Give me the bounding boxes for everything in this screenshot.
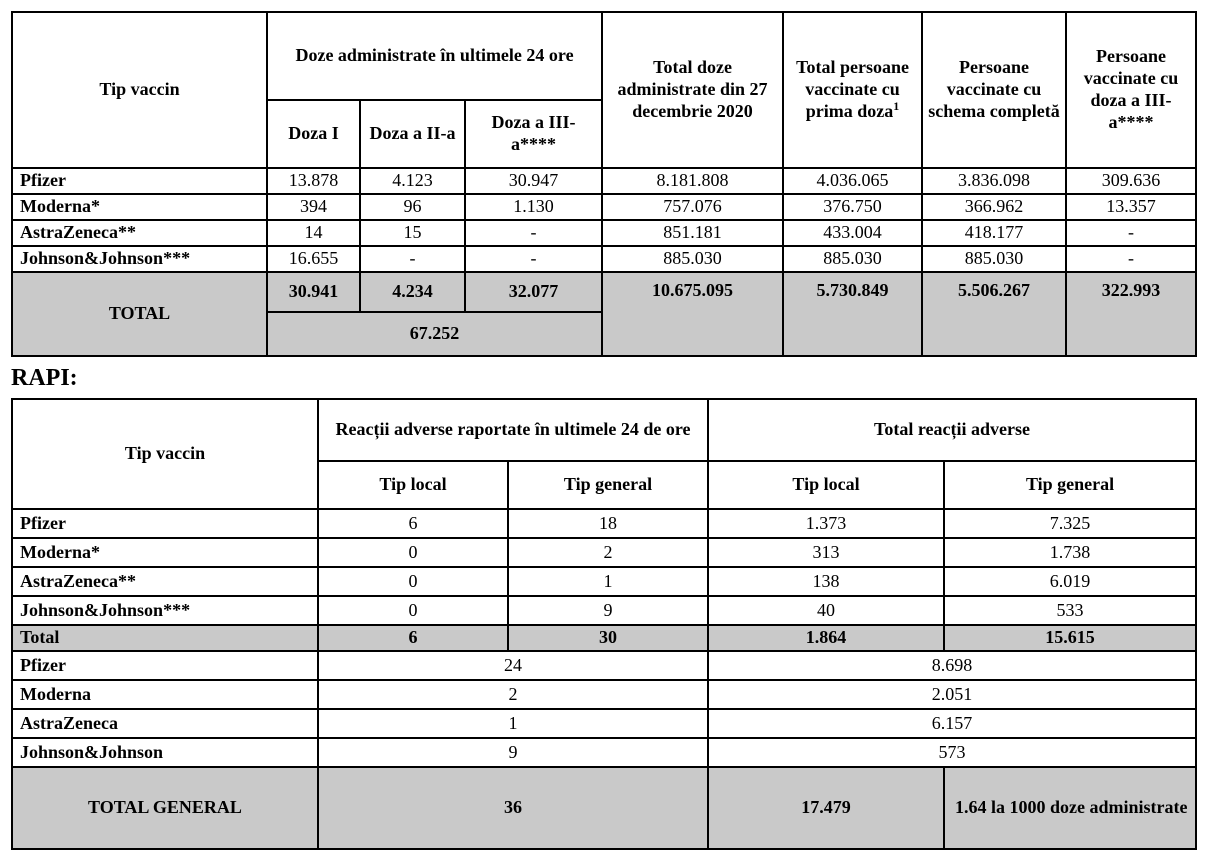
doza3-total-value: 13.357 xyxy=(1066,194,1196,220)
total-label: TOTAL xyxy=(12,272,267,356)
doza3-total-value: - xyxy=(1066,220,1196,246)
total-combined-value: 6.157 xyxy=(708,709,1196,738)
total-doza1-value: 30.941 xyxy=(267,272,360,312)
general-total-value: 533 xyxy=(944,596,1196,625)
header-tip-general-total: Tip general xyxy=(944,461,1196,509)
header-doza-3: Doza a III-a**** xyxy=(465,100,602,168)
last24-combined-value: 9 xyxy=(318,738,708,767)
doses-row-moderna xyxy=(12,194,1196,220)
row-label: Pfizer xyxy=(12,651,318,680)
header-tip-vaccin: Tip vaccin xyxy=(12,12,267,168)
header-tip-general-24: Tip general xyxy=(508,461,708,509)
row-label: AstraZeneca** xyxy=(12,567,318,596)
header-persoane-doza-3: Persoane vaccinate cu doza a III-a**** xyxy=(1066,12,1196,168)
rapi-header-row-1 xyxy=(12,399,1196,461)
rapi-combined-row-pfizer xyxy=(12,651,1196,680)
local-total-value: 313 xyxy=(708,538,944,567)
header-tip-local-24: Tip local xyxy=(318,461,508,509)
rapi-total-row xyxy=(12,625,1196,651)
general24-value: 2 xyxy=(508,538,708,567)
doses-table xyxy=(11,11,1197,357)
total-doze-value: 757.076 xyxy=(602,194,783,220)
local-total-value: 138 xyxy=(708,567,944,596)
row-label: Pfizer xyxy=(12,509,318,538)
schema-value: 418.177 xyxy=(922,220,1066,246)
doza3-total-value: 309.636 xyxy=(1066,168,1196,194)
doza1-value: 13.878 xyxy=(267,168,360,194)
doza1-value: 16.655 xyxy=(267,246,360,272)
doza3-value: - xyxy=(465,220,602,246)
header-total-group: Total reacții adverse xyxy=(708,399,1196,461)
total-doze-value: 8.181.808 xyxy=(602,168,783,194)
last24-combined-value: 24 xyxy=(318,651,708,680)
doses-row-astrazeneca xyxy=(12,220,1196,246)
total-24h-combined-value: 67.252 xyxy=(267,312,602,356)
header-schema-completa: Persoane vaccinate cu schema completă xyxy=(922,12,1066,168)
row-label: Johnson&Johnson*** xyxy=(12,246,267,272)
row-label: Moderna xyxy=(12,680,318,709)
rapi-section-title: RAPI: xyxy=(11,365,78,391)
doza2-value: - xyxy=(360,246,465,272)
prima-doza-value: 376.750 xyxy=(783,194,922,220)
total-combined-value: 573 xyxy=(708,738,1196,767)
general-total-value: 7.325 xyxy=(944,509,1196,538)
doza3-value: - xyxy=(465,246,602,272)
doza3-value: 30.947 xyxy=(465,168,602,194)
total-schema-value: 5.506.267 xyxy=(922,272,1066,356)
local24-value: 0 xyxy=(318,538,508,567)
local24-value: 0 xyxy=(318,567,508,596)
total-combined-value: 8.698 xyxy=(708,651,1196,680)
prima-doza-value: 4.036.065 xyxy=(783,168,922,194)
doza2-value: 4.123 xyxy=(360,168,465,194)
total-general-last24-value: 36 xyxy=(318,767,708,849)
header-doza-2: Doza a II-a xyxy=(360,100,465,168)
rapi-row-astrazeneca xyxy=(12,567,1196,596)
row-label: AstraZeneca xyxy=(12,709,318,738)
row-label: Pfizer xyxy=(12,168,267,194)
prima-doza-value: 885.030 xyxy=(783,246,922,272)
rapi-row-moderna xyxy=(12,538,1196,567)
rapi-total-general-row xyxy=(12,767,1196,849)
header-total-doze: Total doze administrate din 27 decembrie 2020 xyxy=(602,12,783,168)
total-doze-value: 851.181 xyxy=(602,220,783,246)
total-general-total-value: 15.615 xyxy=(944,625,1196,651)
doza1-value: 394 xyxy=(267,194,360,220)
total-doze-total-value: 10.675.095 xyxy=(602,272,783,356)
rapi-table xyxy=(11,398,1197,850)
general24-value: 1 xyxy=(508,567,708,596)
header-doza-1: Doza I xyxy=(267,100,360,168)
doses-header-row-1 xyxy=(12,12,1196,100)
rapi-combined-row-astrazeneca xyxy=(12,709,1196,738)
footnote-marker-1: 1 xyxy=(893,98,900,113)
total-doza2-value: 4.234 xyxy=(360,272,465,312)
schema-value: 3.836.098 xyxy=(922,168,1066,194)
schema-value: 885.030 xyxy=(922,246,1066,272)
row-label: Moderna* xyxy=(12,194,267,220)
last24-combined-value: 2 xyxy=(318,680,708,709)
total-combined-value: 2.051 xyxy=(708,680,1196,709)
local-total-value: 1.373 xyxy=(708,509,944,538)
total-doza3-total-value: 322.993 xyxy=(1066,272,1196,356)
total-doze-value: 885.030 xyxy=(602,246,783,272)
rapi-row-johnson xyxy=(12,596,1196,625)
doza2-value: 96 xyxy=(360,194,465,220)
total-prima-value: 5.730.849 xyxy=(783,272,922,356)
total-local24-value: 6 xyxy=(318,625,508,651)
row-label: Johnson&Johnson xyxy=(12,738,318,767)
doses-row-pfizer xyxy=(12,168,1196,194)
doza2-value: 15 xyxy=(360,220,465,246)
schema-value: 366.962 xyxy=(922,194,1066,220)
total-general-label: TOTAL GENERAL xyxy=(12,767,318,849)
row-label: Johnson&Johnson*** xyxy=(12,596,318,625)
last24-combined-value: 1 xyxy=(318,709,708,738)
total-label: Total xyxy=(12,625,318,651)
total-general24-value: 30 xyxy=(508,625,708,651)
total-doza3-value: 32.077 xyxy=(465,272,602,312)
total-general-rate: 1.64 la 1000 doze administrate xyxy=(944,767,1196,849)
doses-row-johnson xyxy=(12,246,1196,272)
rapi-combined-row-johnson xyxy=(12,738,1196,767)
header-total-prima-doza xyxy=(783,12,922,168)
total-local-total-value: 1.864 xyxy=(708,625,944,651)
row-label: AstraZeneca** xyxy=(12,220,267,246)
general-total-value: 1.738 xyxy=(944,538,1196,567)
header-tip-local-total: Tip local xyxy=(708,461,944,509)
doza3-total-value: - xyxy=(1066,246,1196,272)
header-total-prima-doza-text: Total persoane vaccinate cu prima doza xyxy=(796,57,909,121)
general24-value: 9 xyxy=(508,596,708,625)
doses-total-row xyxy=(12,272,1196,312)
prima-doza-value: 433.004 xyxy=(783,220,922,246)
header-doze-24h-group: Doze administrate în ultimele 24 ore xyxy=(267,12,602,100)
local24-value: 0 xyxy=(318,596,508,625)
rapi-row-pfizer xyxy=(12,509,1196,538)
row-label: Moderna* xyxy=(12,538,318,567)
general24-value: 18 xyxy=(508,509,708,538)
local24-value: 6 xyxy=(318,509,508,538)
doza3-value: 1.130 xyxy=(465,194,602,220)
rapi-combined-row-moderna xyxy=(12,680,1196,709)
total-general-local-value: 17.479 xyxy=(708,767,944,849)
general-total-value: 6.019 xyxy=(944,567,1196,596)
header-last24-group: Reacții adverse raportate în ultimele 24 de ore xyxy=(318,399,708,461)
local-total-value: 40 xyxy=(708,596,944,625)
header-tip-vaccin: Tip vaccin xyxy=(12,399,318,509)
doza1-value: 14 xyxy=(267,220,360,246)
